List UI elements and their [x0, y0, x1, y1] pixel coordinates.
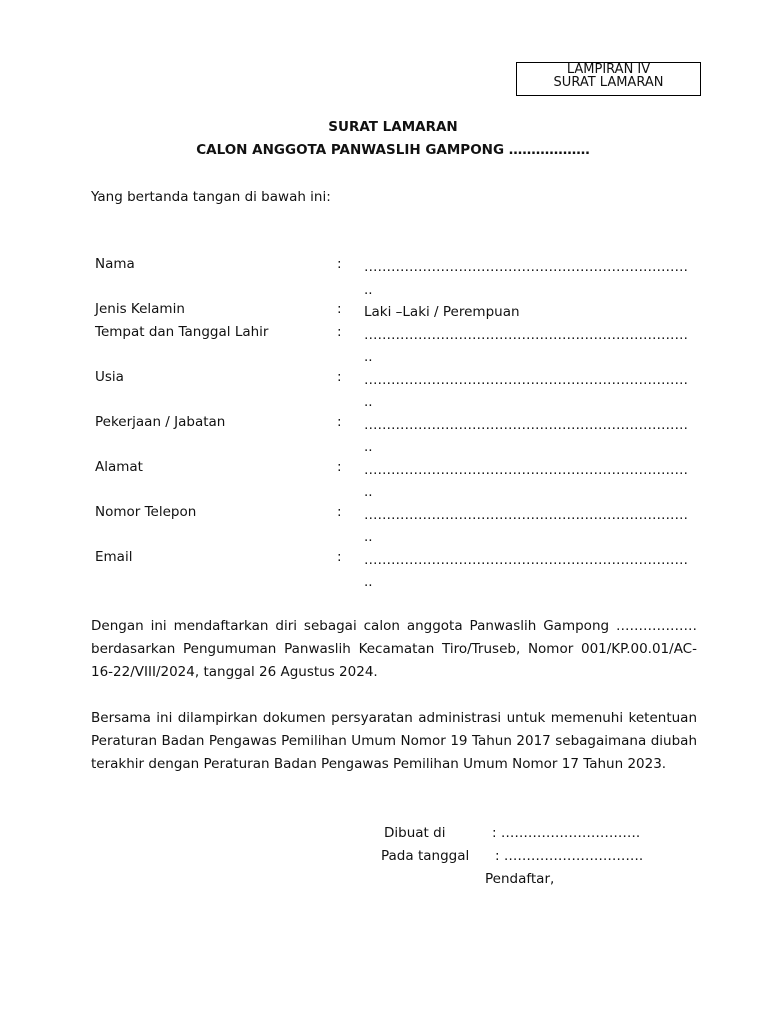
field-value — [364, 504, 700, 549]
field-colon: : — [337, 458, 342, 475]
field-label: Email — [95, 548, 133, 565]
field-row-tempat-tanggal-lahir — [95, 324, 705, 369]
field-colon: : — [337, 413, 342, 430]
signature-place-label: Dibuat di — [384, 825, 446, 841]
field-dots-tail: .. — [364, 484, 373, 500]
field-label: Pekerjaan / Jabatan — [95, 413, 226, 430]
field-dots: ……………………………………………………………… — [364, 506, 688, 523]
field-row-pekerjaan — [95, 414, 705, 459]
field-row-email — [95, 549, 705, 594]
lampiran-line1: LAMPIRAN IV — [566, 62, 651, 77]
intro-text: Yang bertanda tangan di bawah ini: — [91, 189, 331, 205]
signature-date-label: Pada tanggal — [381, 848, 470, 864]
field-colon: : — [337, 368, 342, 385]
field-label: Nama — [95, 256, 135, 272]
field-label: Tempat dan Tanggal Lahir — [95, 323, 269, 340]
field-label: Nomor Telepon — [95, 503, 197, 520]
field-value — [364, 549, 700, 594]
field-dots: ……………………………………………………………… — [364, 371, 688, 388]
field-row-nomor-telepon — [95, 504, 705, 549]
field-dots-tail: .. — [364, 394, 373, 410]
field-row-nama — [95, 256, 705, 301]
field-row-alamat — [95, 459, 705, 504]
field-colon: : — [337, 548, 342, 565]
field-dots-tail: .. — [364, 439, 373, 455]
field-label: Usia — [95, 368, 124, 385]
field-label: Jenis Kelamin — [95, 301, 185, 317]
field-dots-tail: .. — [364, 349, 373, 365]
field-value — [364, 414, 700, 459]
field-dots-tail: .. — [364, 574, 373, 590]
field-dots: ……………………………………………………………… — [364, 551, 688, 568]
lampiran-box — [516, 62, 701, 96]
field-colon: : — [337, 503, 342, 520]
field-dots: ……………………………………………………………… — [364, 259, 688, 275]
field-label: Alamat — [95, 458, 143, 475]
field-row-usia — [95, 369, 705, 414]
field-dots-tail: .. — [364, 281, 373, 298]
field-value — [364, 301, 700, 324]
field-value — [364, 324, 700, 369]
field-dots: ……………………………………………………………… — [364, 326, 688, 343]
lampiran-line2: SURAT LAMARAN — [553, 75, 664, 90]
field-value — [364, 459, 700, 504]
attachment-paragraph: Bersama ini dilampirkan dokumen persyaratan administrasi untuk memenuhi ketentuan Peraturan Badan Pengawas Pemilihan Umum Nomor 19 Tahun 2017 sebagaimana diubah terakhir dengan Peraturan Badan Pengawas Pemilihan Umum Nomor 17 Tahun 2023. — [91, 710, 697, 772]
field-colon: : — [337, 256, 342, 272]
field-row-jenis-kelamin — [95, 301, 705, 324]
field-value — [364, 369, 700, 414]
field-dots-tail: .. — [364, 529, 373, 545]
field-value — [364, 256, 700, 301]
field-colon: : — [337, 301, 342, 317]
registration-paragraph: Dengan ini mendaftarkan diri sebagai calon anggota Panwaslih Gampong ……………… berdasarkan Pengumuman Panwaslih Kecamatan Tiro/Truseb, Nomor 001/KP.00.01/AC-16-22/VIII/2024, tanggal 26 Agustus 2024. — [91, 618, 697, 680]
signature-place-value: : …………………………. — [492, 825, 641, 841]
field-dots: ……………………………………………………………… — [364, 416, 688, 433]
document-subtitle: CALON ANGGOTA PANWASLIH GAMPONG ……………… — [196, 142, 590, 158]
signature-applicant-label: Pendaftar, — [485, 871, 555, 887]
applicant-fields — [95, 256, 705, 594]
field-colon: : — [337, 323, 342, 340]
document-title: SURAT LAMARAN — [328, 119, 458, 135]
field-dots: ……………………………………………………………… — [364, 461, 688, 478]
field-gender-options: Laki –Laki / Perempuan — [364, 304, 520, 320]
signature-date-value: : …………………………. — [495, 848, 644, 864]
